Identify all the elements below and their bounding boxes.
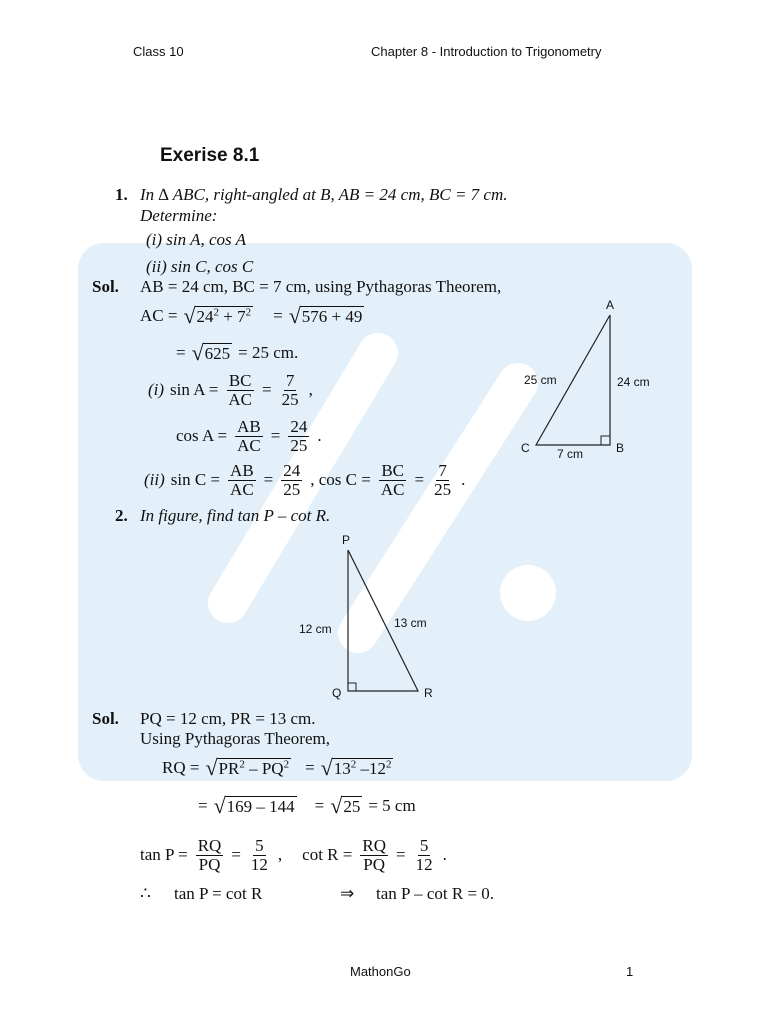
frac-24-25: $\frac{24}{25}$ — [290, 417, 308, 455]
page-number: 1 — [626, 964, 634, 979]
sqrt-24-7: √ $24^2 + 7^2$ — [183, 303, 252, 328]
sol1-625-line: = √ 625 = 25 cm. — [176, 340, 299, 365]
fig1-label-C: C — [521, 441, 530, 455]
header-chapter: Chapter 8 - Introduction to Trigonometry — [371, 44, 602, 59]
sol2-label: Sol. — [92, 709, 119, 728]
fig2-label-P: P — [342, 533, 351, 547]
therefore-symbol: ∴ — [140, 884, 151, 903]
q1-text: In ∆ ABC, right-angled at B, AB = 24 cm, BC = 7 cm. — [140, 185, 508, 204]
q2-text: In figure, find tan P – cot R. — [140, 506, 331, 525]
page-title: Exerise 8.1 — [160, 145, 260, 166]
sol2-line2: Using Pythagoras Theorem, — [140, 729, 330, 748]
final-result: tan P – cot R = 0. — [376, 884, 495, 903]
frac-ab-ac-2: $\frac{AB}{AC}$ — [230, 461, 254, 499]
frac-bc-ac: $\frac{BC}{AC}$ — [228, 371, 252, 409]
frac-7-25-2: $\frac{7}{25}$ — [434, 461, 452, 499]
fig2-label-R: R — [424, 686, 433, 700]
sinA-label: sin A = — [170, 380, 219, 400]
sqrt-13-12: √ $13^2$ $-12^2$ — [320, 755, 392, 780]
fig2-side-label: 12 cm — [299, 622, 332, 636]
frac-ab-ac: $\frac{AB}{AC}$ — [237, 417, 261, 455]
sqrt-169-144: √ 169 – 144 — [213, 793, 295, 818]
i-label: (i) — [148, 380, 165, 400]
sinA-line: (i) sin A = $\frac{BC}{AC}$ = $\frac{7}{25}$ , — [148, 371, 313, 409]
fig1-hyp-label: 25 cm — [524, 373, 557, 387]
sinC-label: sin C = — [170, 470, 221, 490]
fig1-label-B: B — [616, 441, 625, 455]
sqrt-pr-pq: √ $PR^2 - PQ^2$ — [205, 755, 290, 780]
sqrt-625: √ 625 — [191, 340, 231, 365]
cosA-line: cos A = $\frac{AB}{AC}$ = $\frac{24}{25}$ . — [176, 417, 322, 455]
q1-number: 1. — [115, 185, 128, 204]
res-25: = 25 cm. — [238, 343, 299, 362]
cosC-label: , cos C = — [310, 470, 371, 490]
rq-label: RQ = — [162, 758, 200, 777]
tanP-label: tan P = — [140, 845, 188, 865]
eq-sign: = — [273, 306, 283, 325]
ii-label: (ii) — [144, 470, 165, 490]
frac-5-12-2: $\frac{5}{12}$ — [415, 836, 433, 874]
cotR-label: cot R = — [302, 845, 353, 865]
sqrt-25: √ 25 — [330, 793, 361, 818]
fig1-base-label: 7 cm — [557, 447, 584, 461]
rq-result-line: = √ 169 – 144 = √ 25 = 5 cm — [198, 793, 416, 818]
q1-determine: Determine: — [140, 206, 218, 225]
tan-eq-cot: tan P = cot R — [174, 884, 263, 903]
sol1-ac-line — [140, 305, 364, 327]
frac-5-12: $\frac{5}{12}$ — [250, 836, 268, 874]
frac-rq-pq: $\frac{RQ}{PQ}$ — [197, 836, 222, 874]
frac-bc-ac-2: $\frac{BC}{AC}$ — [380, 461, 405, 499]
rq-result: = 5 cm — [368, 796, 416, 815]
q1-part-ii: (ii) sin C, cos C — [146, 257, 254, 276]
sqrt-576-49: √ 576 + 49 — [288, 303, 363, 328]
fig1-label-A: A — [606, 298, 615, 312]
fig2-label-Q: Q — [332, 686, 342, 700]
rq-line: RQ = √ $PR^2 - PQ^2$ = √ $13^2$ $-12^2$ — [162, 755, 392, 780]
frac-rq-pq-2: $\frac{RQ}{PQ}$ — [362, 836, 386, 874]
frac-24-25-2: $\frac{24}{25}$ — [283, 461, 301, 499]
header-class: Class 10 — [133, 44, 184, 59]
sol1-label: Sol. — [92, 277, 119, 296]
sol2-line1: PQ = 12 cm, PR = 13 cm. — [140, 709, 316, 728]
implies-symbol: ⇒ — [340, 884, 355, 903]
tan-cot-line: tan P = $\frac{RQ}{PQ}$ = $\frac{5}{12}$ , cot R = $\frac{RQ}{PQ}$ = $\frac{5}{12}$ . — [140, 836, 447, 874]
cosA-label: cos A = — [176, 426, 228, 446]
frac-7-25: $\frac{7}{25}$ — [281, 371, 299, 409]
sol1-line1: AB = 24 cm, BC = 7 cm, using Pythagoras Theorem, — [140, 277, 502, 296]
q1-part-i: (i) sin A, cos A — [146, 230, 246, 249]
fig2-hyp-label: 13 cm — [394, 616, 427, 630]
ac-lhs: AC = — [140, 306, 178, 325]
q2-number: 2. — [115, 506, 128, 525]
fig1-side-label: 24 cm — [617, 375, 650, 389]
sinC-line: (ii) sin C = $\frac{AB}{AC}$ = $\frac{24}{25}$ , cos C = $\frac{BC}{AC}$ = $\frac{7}{25}$ . — [144, 461, 466, 499]
footer-brand: MathonGo — [350, 964, 411, 979]
